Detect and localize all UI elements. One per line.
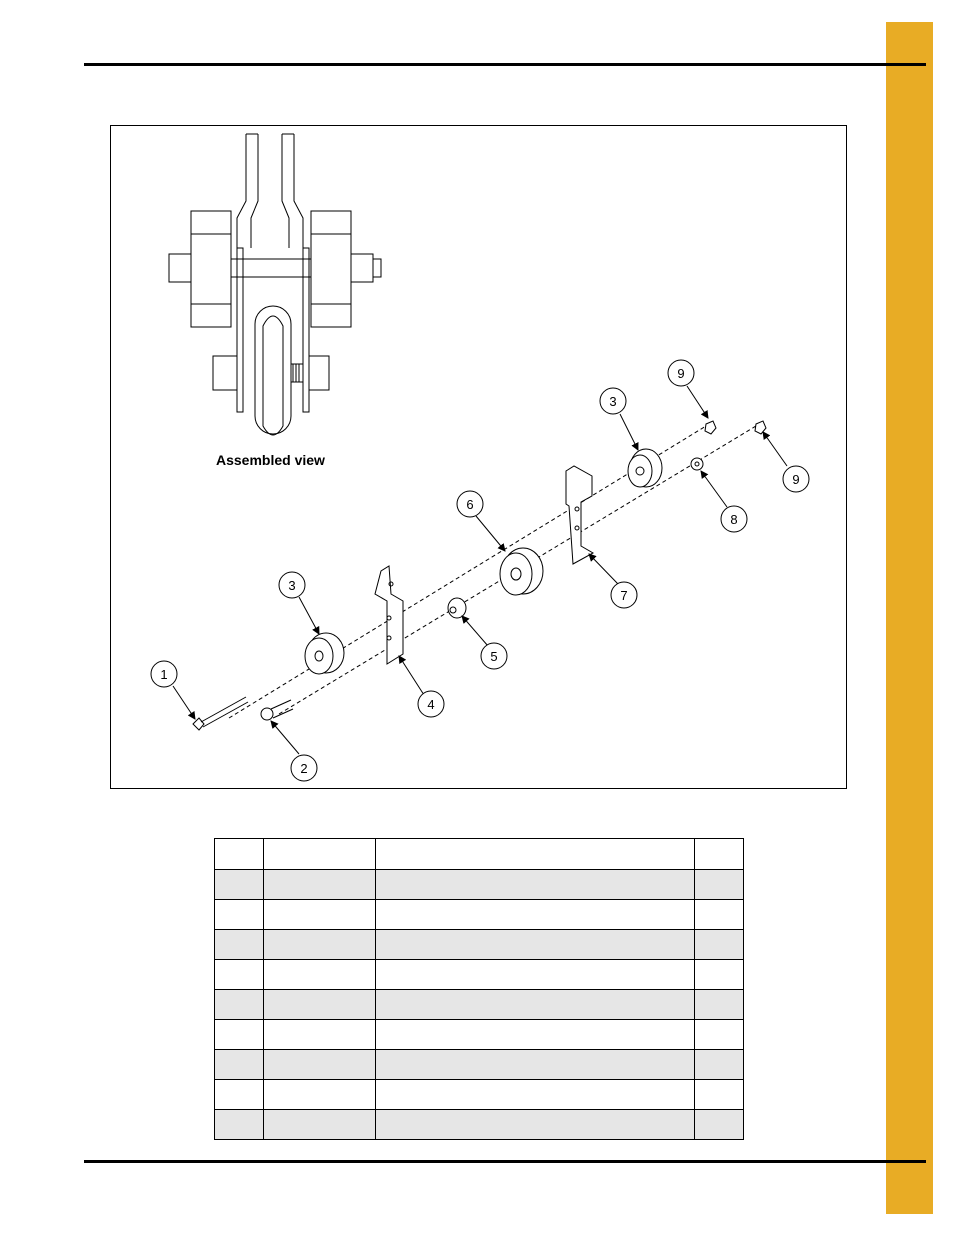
- svg-text:9: 9: [792, 472, 800, 487]
- callout-1: [151, 661, 195, 719]
- cell-qty: [694, 900, 743, 930]
- callout-6: [457, 491, 505, 551]
- cell-part-number: [264, 900, 376, 930]
- cell-ref: [215, 900, 264, 930]
- cell-ref: [215, 1110, 264, 1140]
- cell-description: [376, 1020, 694, 1050]
- callout-9-upper: [668, 360, 708, 418]
- cell-ref: [215, 870, 264, 900]
- parts-list-table: [214, 838, 744, 1140]
- part-washer: [691, 458, 703, 470]
- cell-qty: [694, 1020, 743, 1050]
- svg-text:1: 1: [160, 667, 168, 682]
- part-bracket-left: [375, 566, 403, 664]
- table-row: [215, 1080, 744, 1110]
- cell-part-number: [264, 1020, 376, 1050]
- cell-part-number: [264, 1110, 376, 1140]
- header-rule: [84, 63, 926, 66]
- callout-4: [399, 656, 444, 717]
- exploded-view-figure: [110, 125, 847, 789]
- cell-qty: [694, 1110, 743, 1140]
- cell-part-number: [264, 990, 376, 1020]
- cell-ref: [215, 1020, 264, 1050]
- footer-rule: [84, 1160, 926, 1163]
- callout-5: [462, 616, 507, 669]
- cell-description: [376, 1110, 694, 1140]
- part-bracket-right: [566, 466, 593, 564]
- svg-text:2: 2: [300, 761, 308, 776]
- cell-part-number: [264, 1050, 376, 1080]
- svg-text:9: 9: [677, 366, 685, 381]
- part-nut-upper: [705, 421, 716, 434]
- table-row: [215, 1020, 744, 1050]
- cell-description: [376, 990, 694, 1020]
- table-row: [215, 900, 744, 930]
- part-wheel-right: [628, 449, 662, 487]
- cell-description: [376, 930, 694, 960]
- cell-qty: [694, 960, 743, 990]
- part-sheave: [500, 548, 543, 595]
- cell-part-number: [264, 870, 376, 900]
- cell-ref: [215, 930, 264, 960]
- callout-2: [271, 721, 317, 781]
- cell-part-number: [264, 1080, 376, 1110]
- svg-text:8: 8: [730, 512, 738, 527]
- cell-part-number: [264, 930, 376, 960]
- assembled-view-drawing: [169, 134, 381, 468]
- part-nut-lower: [755, 421, 766, 434]
- callout-3-left: [279, 572, 319, 634]
- callout-3-right: [600, 388, 638, 450]
- header-part-number: [264, 839, 376, 870]
- callout-8: [701, 471, 747, 532]
- table-row: [215, 930, 744, 960]
- svg-text:4: 4: [427, 697, 435, 712]
- part-wheel-left: [305, 633, 344, 674]
- svg-text:3: 3: [609, 394, 617, 409]
- cell-ref: [215, 1080, 264, 1110]
- assembled-view-caption: Assembled view: [216, 452, 325, 468]
- cell-description: [376, 870, 694, 900]
- svg-text:6: 6: [466, 497, 474, 512]
- cell-ref: [215, 990, 264, 1020]
- header-description: [376, 839, 694, 870]
- callout-9-lower: [763, 432, 809, 492]
- cell-qty: [694, 990, 743, 1020]
- svg-text:5: 5: [490, 649, 498, 664]
- part-long-bolt: [193, 697, 248, 730]
- cell-qty: [694, 1080, 743, 1110]
- cell-description: [376, 1080, 694, 1110]
- part-short-bolt: [261, 700, 293, 720]
- exploded-view-drawing: [111, 126, 846, 788]
- cell-qty: [694, 870, 743, 900]
- part-spacer: [448, 598, 466, 618]
- svg-text:3: 3: [288, 578, 296, 593]
- table-row: [215, 1110, 744, 1140]
- table-row: [215, 1050, 744, 1080]
- cell-description: [376, 1050, 694, 1080]
- side-tab: [886, 22, 933, 1214]
- table-row: [215, 990, 744, 1020]
- cell-ref: [215, 1050, 264, 1080]
- cell-qty: [694, 930, 743, 960]
- table-row: [215, 960, 744, 990]
- cell-description: [376, 900, 694, 930]
- cell-description: [376, 960, 694, 990]
- header-qty: [694, 839, 743, 870]
- table-row: [215, 870, 744, 900]
- cell-part-number: [264, 960, 376, 990]
- header-ref: [215, 839, 264, 870]
- svg-text:7: 7: [620, 588, 628, 603]
- cell-ref: [215, 960, 264, 990]
- callout-7: [589, 554, 637, 608]
- table-header-row: [215, 839, 744, 870]
- cell-qty: [694, 1050, 743, 1080]
